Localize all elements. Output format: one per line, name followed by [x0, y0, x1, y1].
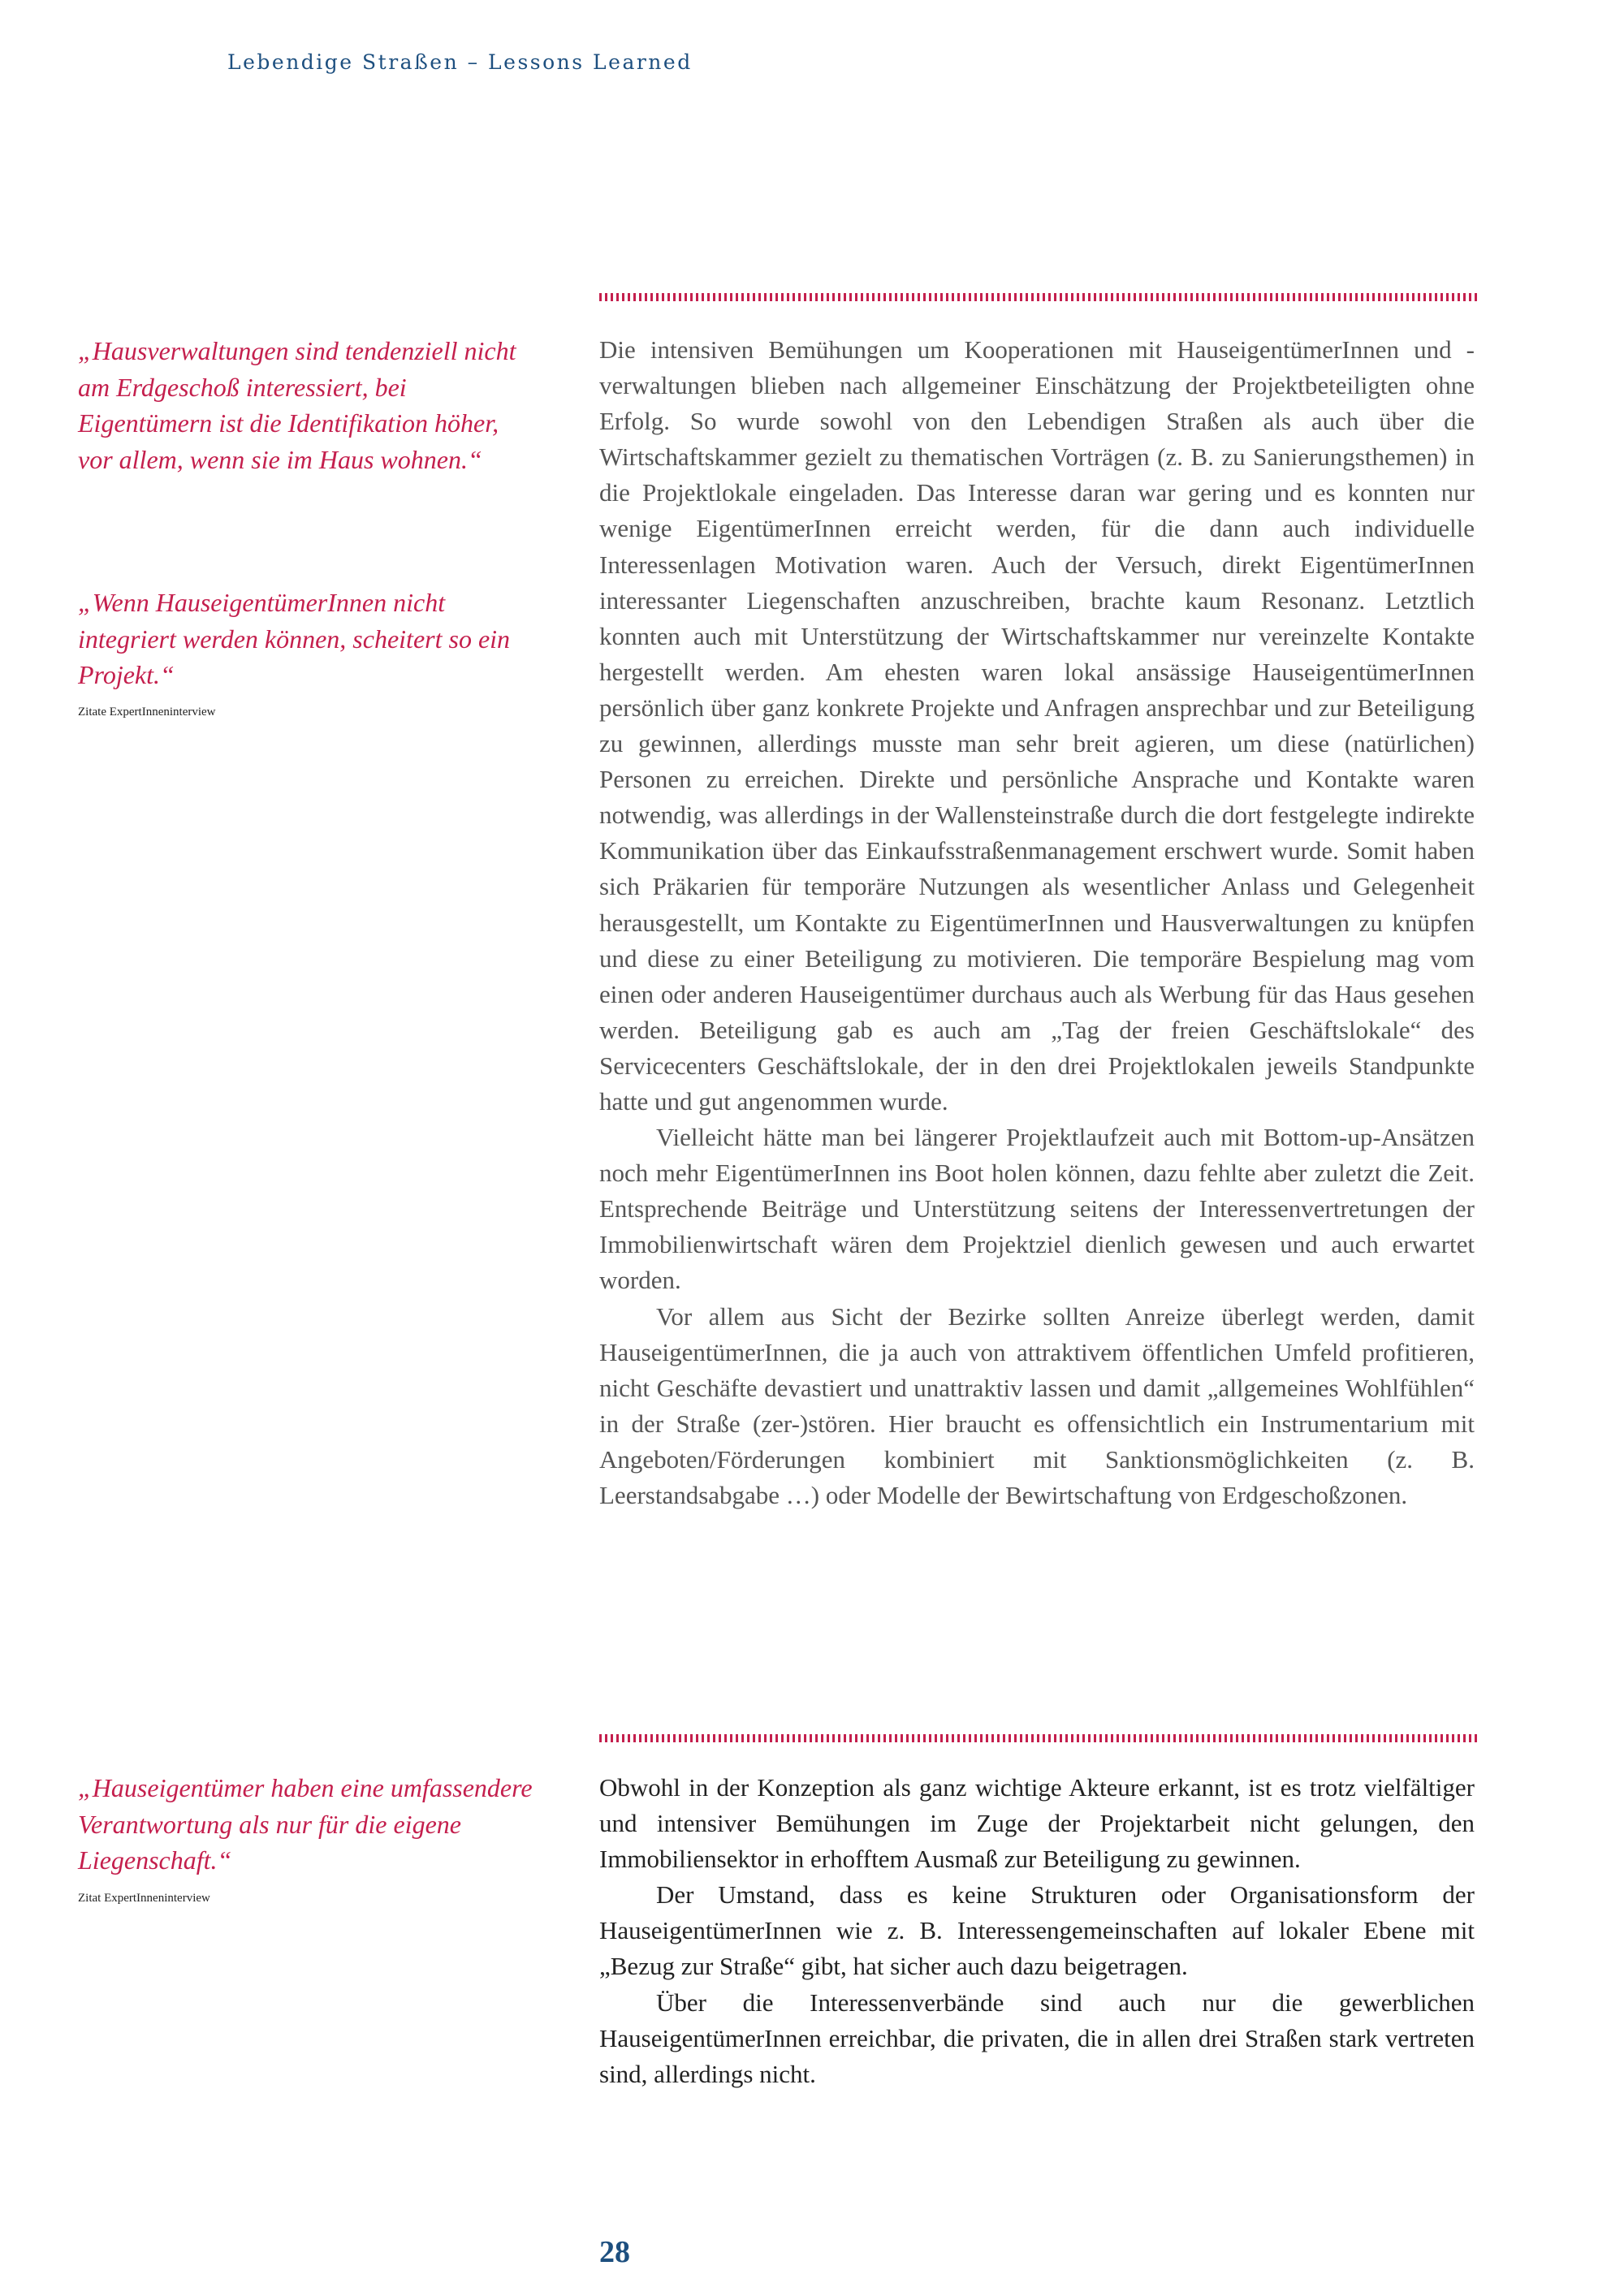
quote-source-2: Zitat ExpertInneninterview — [78, 1892, 210, 1905]
pull-quote-3-text: „Hauseigentümer haben eine umfassendere Verantwortung als nur für die eigene Liegenschaft.“ — [78, 1773, 533, 1875]
body-text-section-2 — [599, 1770, 1475, 2092]
pull-quote-1-text: „Hausverwaltungen sind tendenziell nicht am Erdgeschoß interessiert, bei Eigentümern ist die Identifikation höher, vor allem, wenn sie im Haus wohnen.“ — [78, 336, 516, 474]
pull-quote-2 — [78, 585, 533, 693]
pull-quote-3 — [78, 1770, 533, 1879]
body-paragraph-3: Vor allem aus Sicht der Bezirke sollten Anreize überlegt werden, damit HauseigentümerInnen, die ja auch von attraktivem öffentlichen Umfeld profitieren, nicht Geschäfte devastiert und unattraktiv lassen und damit „allgemeines Wohlfühlen“ in der Straße (zer-)stören. Hier braucht es offensichtlich ein Instrumentarium mit Angeboten/Förderungen kombiniert mit Sanktionsmöglichkeiten (z. B. Leerstandsabgabe …) oder Modelle der Bewirtschaftung von Erdgeschoßzonen. — [599, 1301, 1475, 1509]
body-paragraph-1: Die intensiven Bemühungen um Kooperationen mit HauseigentümerInnen und -verwaltungen blieben nach allgemeiner Einschätzung der Projektbeteiligten ohne Erfolg. So wurde sowohl von den Lebendigen Straßen als auch über die Wirtschaftskammer gezielt zu thematischen Vorträgen (z. B. zu Sanierungsthemen) in die Projektlokale eingeladen. Das Interesse daran war gering und es konnten nur wenige EigentümerInnen erreicht werden, für die dann auch individuelle Interessenlagen Motivation waren. Auch der Versuch, direkt EigentümerInnen interessanter Liegenschaften anzuschreiben, brachte kaum Resonanz. Letztlich konnten auch mit Unterstützung der Wirtschaftskammer nur vereinzelte Kontakte hergestellt werden. Am ehesten waren lokal ansässige HauseigentümerInnen persönlich über ganz konkrete Projekte und Anfragen ansprechbar und zur Beteiligung zu gewinnen, allerdings musste man sehr breit agieren, um diese (natürlichen) Personen zu erreichen. Direkte und persönliche Ansprache und Kontakte waren notwendig, was allerdings in der Wallensteinstraße durch die dort festgelegte indirekte Kommunikation über das Einkaufsstraßenmanagement erschwert wurde. Somit haben sich Präkarien für temporäre Nutzungen als wesentlicher Anlass und Gelegenheit herausgestellt, um Kontakte zu EigentümerInnen und Hausverwaltungen zu knüpfen und diese zu einer Beteiligung zu motivieren. Die temporäre Bespielung mag vom einen oder anderen Hauseigentümer durchaus auch als Werbung für das Haus gesehen werden. Beteiligung gab es auch am „Tag der freien Geschäftslokale“ des Servicecenters Geschäftslokale, der in den drei Projektlokalen jeweils Standpunkte hatte und gut angenommen wurde. — [599, 335, 1475, 1116]
section-divider-top — [599, 293, 1478, 301]
pull-quote-1 — [78, 333, 533, 477]
summary-paragraph-1: Obwohl in der Konzeption als ganz wichtige Akteure erkannt, ist es trotz vielfältiger und intensiver Bemühungen im Zuge der Projektarbeit nicht gelungen, den Immobiliensektor in erhofftem Ausmaß zur Beteiligung zu gewinnen. — [599, 1773, 1475, 1874]
summary-paragraph-3: Über die Interessenverbände sind auch nur die gewerblichen HauseigentümerInnen erreichbar, die privaten, die in allen drei Straßen stark vertreten sind, allerdings nicht. — [599, 1987, 1475, 2088]
body-paragraph-2: Vielleicht hätte man bei längerer Projektlaufzeit auch mit Bottom-up-Ansätzen noch mehr EigentümerInnen ins Boot holen können, dazu fehlte aber zuletzt die Zeit. Entsprechende Beiträge und Unterstützung seitens der Interessenvertretungen der Immobilienwirtschaft wären dem Projektziel dienlich gewesen und auch erwartet worden. — [599, 1123, 1475, 1295]
body-text-section-1 — [599, 332, 1475, 1513]
running-header: Lebendige Straßen – Lessons Learned — [227, 50, 693, 74]
pull-quote-2-text: „Wenn HauseigentümerInnen nicht integriert werden können, scheitert so ein Projekt.“ — [78, 588, 511, 689]
page-number: 28 — [599, 2235, 630, 2269]
summary-paragraph-2: Der Umstand, dass es keine Strukturen oder Organisationsform der HauseigentümerInnen wie z. B. Interessengemeinschaften auf lokaler Ebene mit „Bezug zur Straße“ gibt, hat sicher auch dazu beigetragen. — [599, 1880, 1475, 1981]
quote-source-1: Zitate ExpertInneninterview — [78, 706, 216, 719]
section-divider-bottom — [599, 1734, 1478, 1742]
